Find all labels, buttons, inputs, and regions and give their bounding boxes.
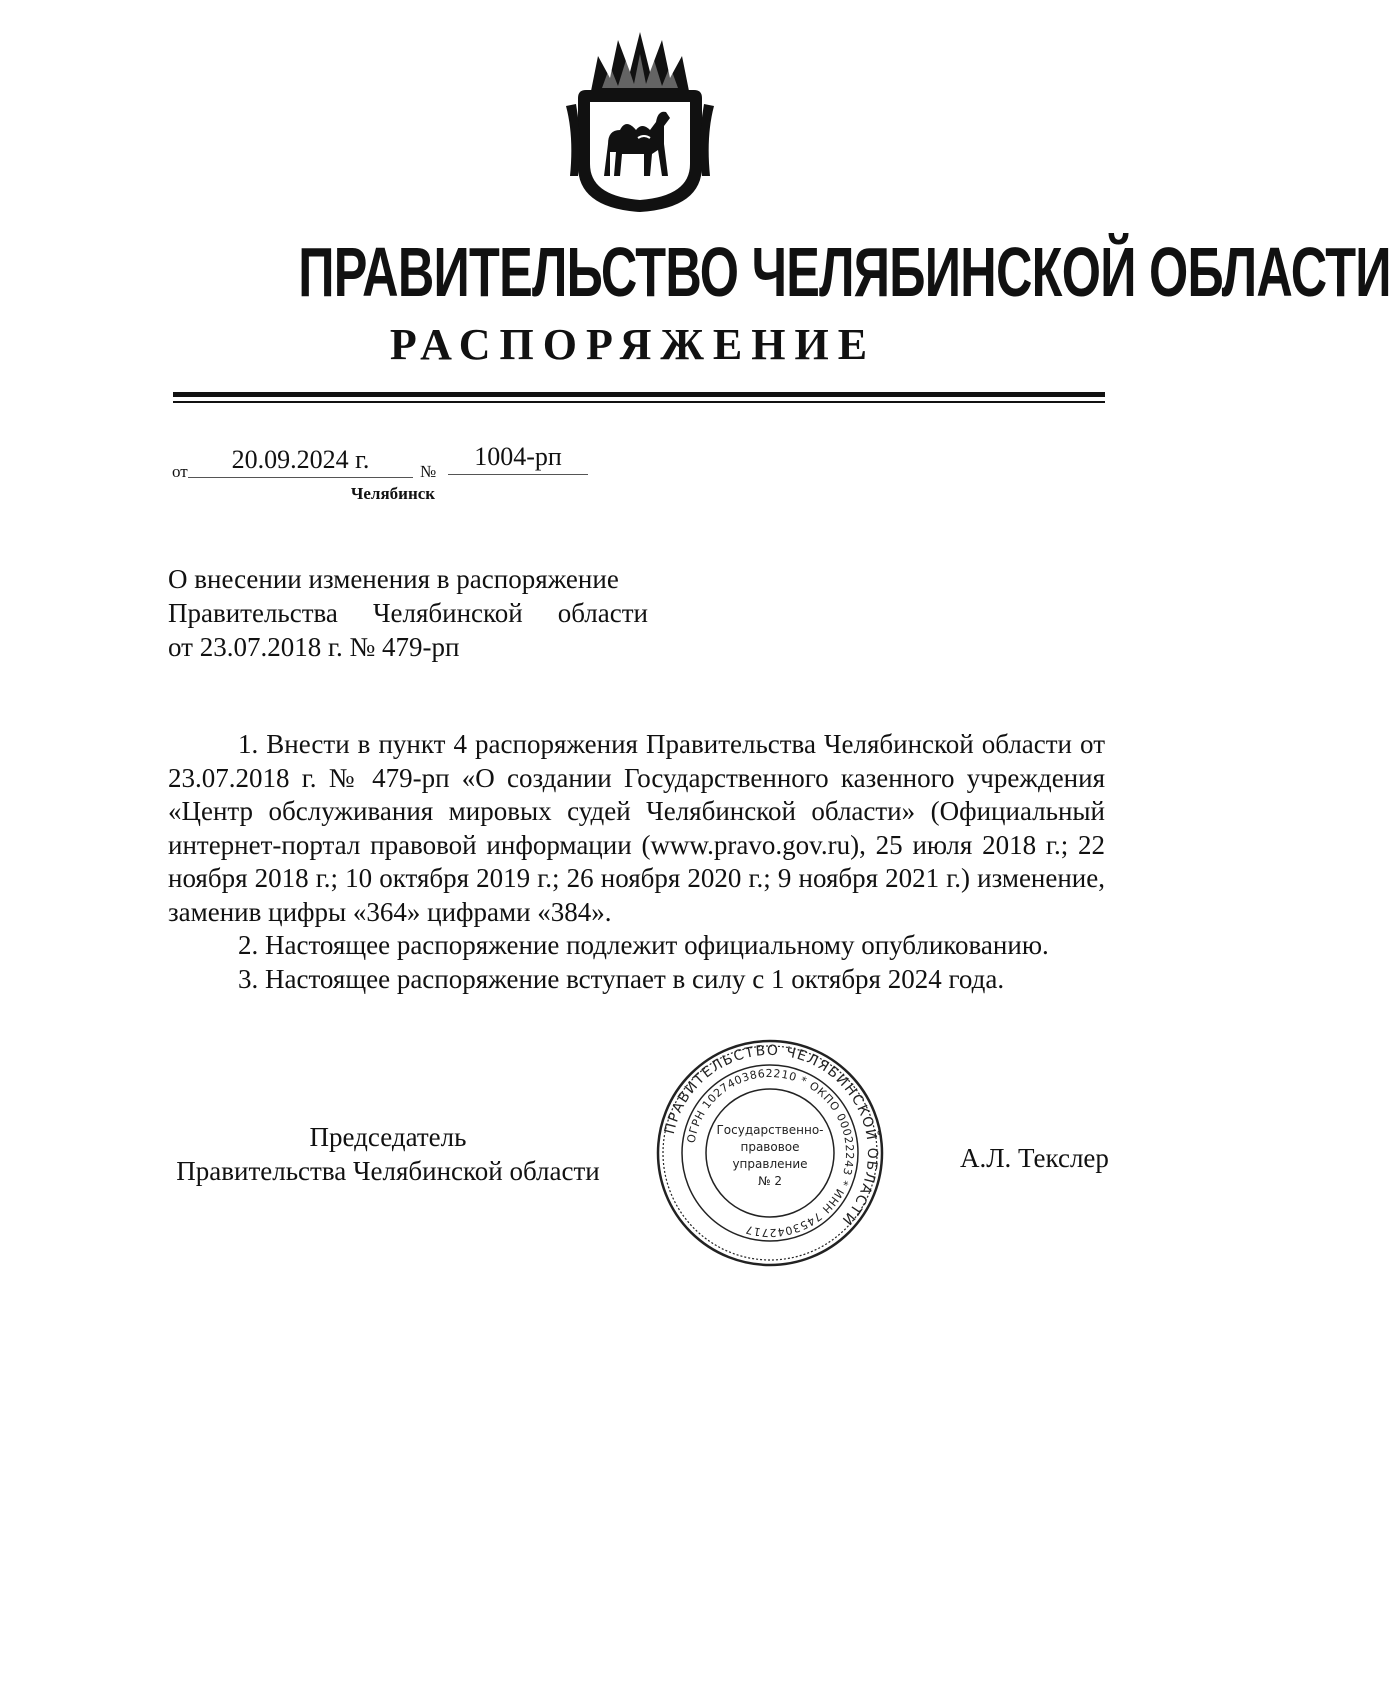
- city-label: Челябинск: [350, 484, 436, 503]
- seal-middle-text: ОГРН 1027403862210 * ОКПО 00022243 * ИНН 7453042717: [684, 1066, 857, 1240]
- document-body: [168, 728, 1105, 996]
- header-divider-thick: [173, 392, 1105, 397]
- seal-center-line-2: правовое: [740, 1140, 800, 1154]
- seal-center-line-3: управление: [732, 1157, 808, 1171]
- signatory-name: А.Л. Текслер: [960, 1143, 1109, 1173]
- subject-line-3: от 23.07.2018 г. № 479-рп: [168, 632, 460, 662]
- header-divider-thin: [173, 401, 1105, 403]
- document-number: 1004-рп: [448, 440, 588, 475]
- document-date: 20.09.2024 г.: [188, 443, 413, 478]
- body-paragraph-3: 3. Настоящее распоряжение вступает в силу с 1 октября 2024 года.: [238, 963, 1005, 994]
- signatory-title-line-2: Правительства Челябинской области: [176, 1156, 600, 1186]
- subject-line-2: Правительства Челябинской области: [168, 598, 648, 628]
- body-paragraph-1: 1. Внести в пункт 4 распоряжения Правительства Челябинской области от 23.07.2018 г. № 479-рп «О создании Государственного казенного учреждения «Центр обслуживания мировых судей Челябинской области» (Официальный интернет-портал правовой информации (www.pravo.gov.ru), 25 июля 2018 г.; 22 ноября 2018 г.; 10 октября 2019 г.; 26 ноября 2020 г.; 9 ноября 2021 г.) изменение, заменив цифры «364» цифрами «384».: [168, 729, 1105, 927]
- seal-center-line-4: № 2: [758, 1174, 782, 1188]
- date-prefix-label: от: [172, 462, 188, 481]
- body-paragraph-2: 2. Настоящее распоряжение подлежит официальному опубликованию.: [238, 930, 1049, 960]
- seal-outer-text: ПРАВИТЕЛЬСТВО ЧЕЛЯБИНСКОЙ ОБЛАСТИ: [661, 1042, 881, 1229]
- signatory-title: [168, 1120, 608, 1188]
- signatory-title-line-1: Председатель: [309, 1122, 467, 1152]
- document-subject: [168, 562, 648, 664]
- official-seal-stamp: [655, 1038, 885, 1268]
- document-type-heading: РАСПОРЯЖЕНИЕ: [389, 320, 877, 369]
- subject-line-1: О внесении изменения в распоряжение: [168, 564, 619, 594]
- government-title: ПРАВИТЕЛЬСТВО ЧЕЛЯБИНСКОЙ ОБЛАСТИ: [298, 233, 1391, 311]
- coat-of-arms-emblem: [560, 26, 720, 216]
- number-sign-label: №: [420, 462, 437, 481]
- seal-center-line-1: Государственно-: [716, 1123, 824, 1137]
